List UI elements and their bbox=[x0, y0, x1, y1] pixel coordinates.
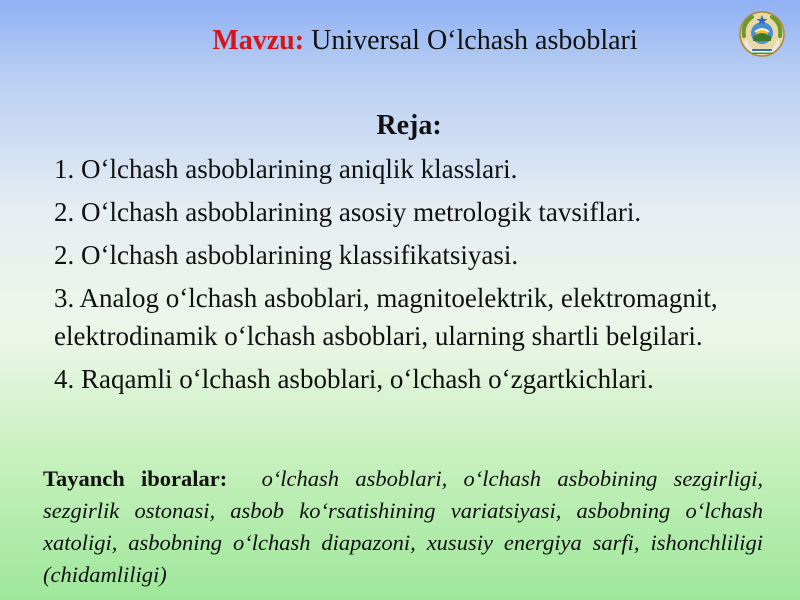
uzbekistan-state-emblem-icon bbox=[738, 10, 786, 58]
keywords-block bbox=[43, 463, 763, 591]
plan-item: 1. O‘lchash asboblarining aniqlik klasslari. bbox=[54, 154, 518, 184]
slide-title-text: Universal O‘lchash asboblari bbox=[311, 25, 638, 56]
keywords-label: Tayanch iboralar: bbox=[43, 466, 228, 491]
slide-title bbox=[0, 24, 800, 58]
plan-list bbox=[54, 150, 774, 403]
plan-item: 3. Analog o‘lchash asboblari, magnitoelektrik, elektromagnit, elektrodinamik o‘lchash asboblari, ularning shartli belgilari. bbox=[54, 283, 718, 351]
plan-item: 4. Raqamli o‘lchash asboblari, o‘lchash o‘zgartkichlari. bbox=[54, 364, 654, 394]
slide-title-lead: Mavzu: bbox=[212, 25, 305, 56]
plan-heading: Reja: bbox=[376, 110, 442, 141]
plan-item: 2. O‘lchash asboblarining klassifikatsiyasi. bbox=[54, 240, 519, 270]
plan-item: 2. O‘lchash asboblarining asosiy metrologik tavsiflari. bbox=[54, 197, 642, 227]
keywords-text: o‘lchash asboblari, o‘lchash asbobining sezgirligi, sezgirlik ostonasi, asbob ko‘rsatishining variatsiyasi, asbobning o‘lchash xatoligi, asbobning o‘lchash diapazoni, xususiy energiya sarfi, ishonchliligi (chidamliligi) bbox=[43, 466, 764, 587]
